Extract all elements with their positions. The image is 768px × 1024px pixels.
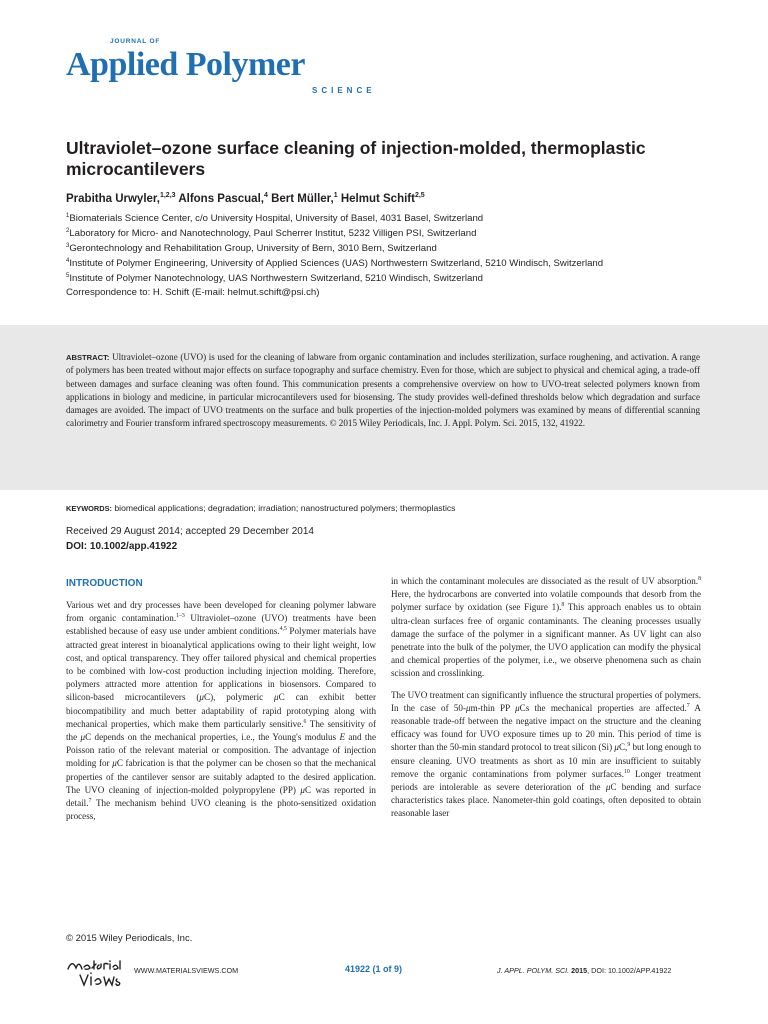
affiliation-5 — [66, 270, 483, 285]
affiliation-num: 3 — [66, 243, 70, 249]
affiliation-2 — [66, 225, 476, 240]
footer-cite-journal: J. APPL. POLYM. SCI. — [497, 966, 570, 975]
body-paragraph: The UVO treatment can significantly influence the structural properties of polymers. In the case of 50-μm-thin PP μCs the mechanical properties are affected.$^7$ A reasonable trade-off between the negative impact on the structure and the cleaning efficacy was found for UVO exposure times up to 20 min. This period of time is shorter than the 50-min standard protocol to treat silicon (Si) μC,$^9$ but long enough to ensure cleaning. UVO treatments as short as 10 min are insufficient to suitably remove the organic contaminations from polymer surfaces.$^{10}$ Longer treatment periods are intolerable as severe deterioration of the μC bending and surface characteristics takes place. Nanometer-thin gold coatings, often deposited to obtain reasonable laser — [391, 689, 701, 819]
author-name: Prabitha Urwyler, — [66, 192, 160, 205]
abstract — [66, 351, 700, 431]
doi: DOI: 10.1002/app.41922 — [66, 541, 178, 552]
section-heading-introduction: INTRODUCTION — [66, 578, 143, 589]
affiliation-text: Biomaterials Science Center, c/o University Hospital, University of Basel, 4031 Basel, Switzerland — [69, 213, 484, 225]
copyright: © 2015 Wiley Periodicals, Inc. — [66, 933, 193, 944]
affiliation-text: Institute of Polymer Engineering, University of Applied Sciences (UAS) Northwestern Switzerland, 5210 Windisch, Switzerland — [69, 258, 604, 270]
article-title: Ultraviolet–ozone surface cleaning of injection-molded, thermoplastic microcantilevers — [66, 138, 646, 179]
materials-views-logo — [66, 955, 124, 989]
author-name: Alfons Pascual, — [178, 192, 264, 205]
footer-citation — [497, 966, 671, 975]
body-paragraph: Various wet and dry processes have been developed for cleaning polymer labware from organic contamination.$^{1-3}$ Ultraviolet–ozone (UVO) treatments have been established because of easy use under ambient conditions.$^{4,5}$ Polymer materials have attracted great interest in bioanalytical applications owing to their light weight, low cost, and optical transparency. They offer tailored physical and chemical properties to be combined with low-cost production including injection molding. Therefore, polymers attracted more attention for applications in biosensors. Compared to silicon-based microcantilevers (μC), polymeric μC can exhibit better biocompatibility and much better adaptability of rapid prototyping along with mechanical properties, which make them particularly sensitive.$^6$ The sensitivity of the μC depends on the mechanical properties, i.e., the Young's modulus E and the Poisson ratio of the relevant material or composition. The advantage of injection molding for μC fabrication is that the polymer can be chosen so that the mechanical properties of the cantilever sensor are suitably adapted to the desired application. The UVO cleaning of injection-molded polypropylene (PP) μC was reported in detail.$^7$ The mechanism behind UVO cleaning is the photo-sensitized oxidation process, — [66, 600, 377, 822]
affiliation-3 — [66, 240, 437, 255]
affiliation-4 — [66, 255, 603, 270]
footer-cite-doi: , DOI: 10.1002/APP.41922 — [587, 966, 672, 975]
affiliation-text: Laboratory for Micro- and Nanotechnology, Paul Scherrer Institut, 5232 Villigen PSI, Switzerland — [69, 228, 477, 240]
author-name: Bert Müller, — [271, 192, 334, 205]
affiliation-text: Gerontechnology and Rehabilitation Group, University of Bern, 3010 Bern, Switzerland — [69, 243, 437, 255]
affiliation-text: Institute of Polymer Nanotechnology, UAS Northwestern Switzerland, 5210 Windisch, Switzerland — [69, 273, 483, 285]
author-list — [66, 192, 425, 205]
affiliation-num: 4 — [66, 258, 70, 264]
author-affil-sup: 1 — [333, 192, 338, 199]
body-paragraph: in which the contaminant molecules are dissociated as the result of UV absorption.$^8$ Here, the hydrocarbons are converted into volatile compounds that desorb from the polymer surface by oxidation (see Figure 1).$^8$ This approach enables us to obtain ultra-clean surfaces free of organic contaminants. The cleaning processes usually damage the surface of the polymer in a significant manner. As UV light can also penetrate into the bulk of the polymer, the UVO application can modify the physical and chemical properties of the polymer, i.e., we observe phenomena such as chain scission and crosslinking. — [391, 575, 702, 679]
page-number: 41922 (1 of 9) — [345, 964, 403, 974]
journal-science-label: SCIENCE — [312, 86, 376, 95]
abstract-label: ABSTRACT: — [66, 353, 110, 362]
journal-name: Applied Polymer — [66, 46, 305, 83]
body-column-left — [66, 599, 376, 823]
author-name: Helmut Schift — [340, 192, 415, 205]
footer-cite-year: 2015 — [571, 966, 588, 975]
affiliation-num: 1 — [66, 213, 70, 219]
author-affil-sup: 4 — [263, 192, 268, 199]
affiliation-1 — [66, 210, 483, 225]
received-date: Received 29 August 2014; accepted 29 December 2014 — [66, 526, 314, 537]
journal-of-label: JOURNAL OF — [110, 38, 161, 45]
author-affil-sup: 1,2,3 — [159, 192, 176, 199]
keywords-label: KEYWORDS: — [66, 504, 112, 513]
body-column-right — [391, 575, 701, 821]
correspondence: Correspondence to: H. Schift (E-mail: helmut.schift@psi.ch) — [66, 287, 320, 298]
abstract-text: Ultraviolet–ozone (UVO) is used for the cleaning of labware from organic contamination and includes sterilization, surface roughening, and activation. A range of polymers has been treated without major effects on surface topography and surface chemistry. Even for those, which are subject to physical and chemical aging, a trade-off between damages and surface cleaning was often found. This communication presents a comprehensive overview on how to UVO-treat selected polymers known from applications in biology and medicine, in particular microcantilevers used for biosensing. The study provides well-defined thresholds below which degradation and surface damages are avoided. The impact of UVO treatments on the surface and bulk properties of the injection-molded polymers was examined by means of differential scanning calorimetry and Fourier transform infrared spectroscopy measurements. © 2015 Wiley Periodicals, Inc. J. Appl. Polym. Sci. 2015, 132, 41922. — [66, 352, 700, 429]
footer-url[interactable]: WWW.MATERIALSVIEWS.COM — [134, 966, 239, 975]
keywords-text: biomedical applications; degradation; irradiation; nanostructured polymers; thermoplastics — [114, 503, 456, 513]
author-affil-sup: 2,5 — [414, 192, 425, 199]
journal-logo — [66, 38, 386, 100]
keywords — [66, 503, 455, 513]
affiliation-num: 2 — [66, 228, 70, 234]
affiliation-num: 5 — [66, 273, 70, 279]
